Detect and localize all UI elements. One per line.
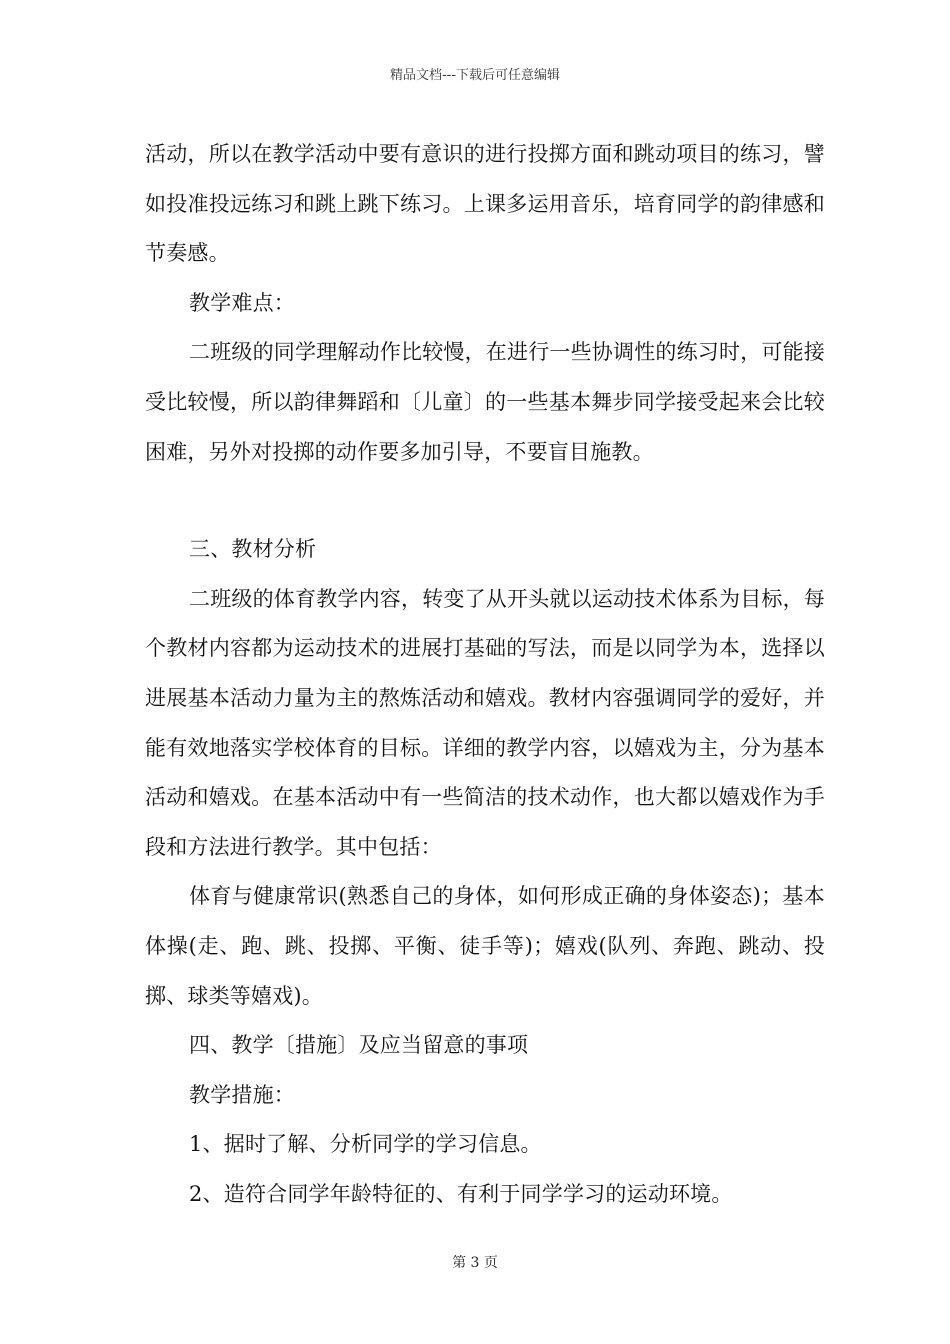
page-number: 第 3 页 xyxy=(452,1255,498,1271)
page-header: 精品文档---下载后可任意编辑 xyxy=(389,68,561,83)
list-item-2: 2、造符合同学年龄特征的、有利于同学学习的运动环境。 xyxy=(189,1181,733,1206)
paragraph-teaching-difficulty: 二班级的同学理解动作比较慢，在进行一些协调性的练习时，可能接受比较慢，所以韵律舞蹈和〔儿童〕的一些基本舞步同学接受起来会比较困难，另外对投掷的动作要多加引导，不要盲目施教。 xyxy=(145,340,825,464)
heading-teaching-difficulty: 教学难点： xyxy=(189,290,295,315)
document-body xyxy=(145,130,825,1219)
list-item-1: 1、据时了解、分析同学的学习信息。 xyxy=(189,1132,542,1157)
paragraph-gap xyxy=(145,477,825,525)
subheading-teaching-measures: 教学措施： xyxy=(189,1082,295,1107)
heading-teaching-measures: 四、教学〔措施〕及应当留意的事项 xyxy=(189,1033,529,1058)
paragraph-content-list: 体育与健康常识(熟悉自己的身体，如何形成正确的身体姿态)；基本体操(走、跑、跳、投掷、平衡、徒手等)；嬉戏(队列、奔跑、跳动、投掷、球类等嬉戏)。 xyxy=(145,884,825,1008)
paragraph-material-analysis: 二班级的体育教学内容，转变了从开头就以运动技术体系为目标，每个教材内容都为运动技术的进展打基础的写法，而是以同学为本，选择以进展基本活动力量为主的熬炼活动和嬉戏。教材内容强调同学的爱好，并能有效地落实学校体育的目标。详细的教学内容，以嬉戏为主，分为基本活动和嬉戏。在基本活动中有一些简洁的技术动作，也大都以嬉戏作为手段和方法进行教学。其中包括： xyxy=(145,586,825,859)
heading-material-analysis: 三、教材分析 xyxy=(189,537,317,562)
paragraph-activity-continued: 活动，所以在教学活动中要有意识的进行投掷方面和跳动项目的练习，譬如投准投远练习和跳上跳下练习。上课多运用音乐，培育同学的韵律感和节奏感。 xyxy=(145,142,825,266)
